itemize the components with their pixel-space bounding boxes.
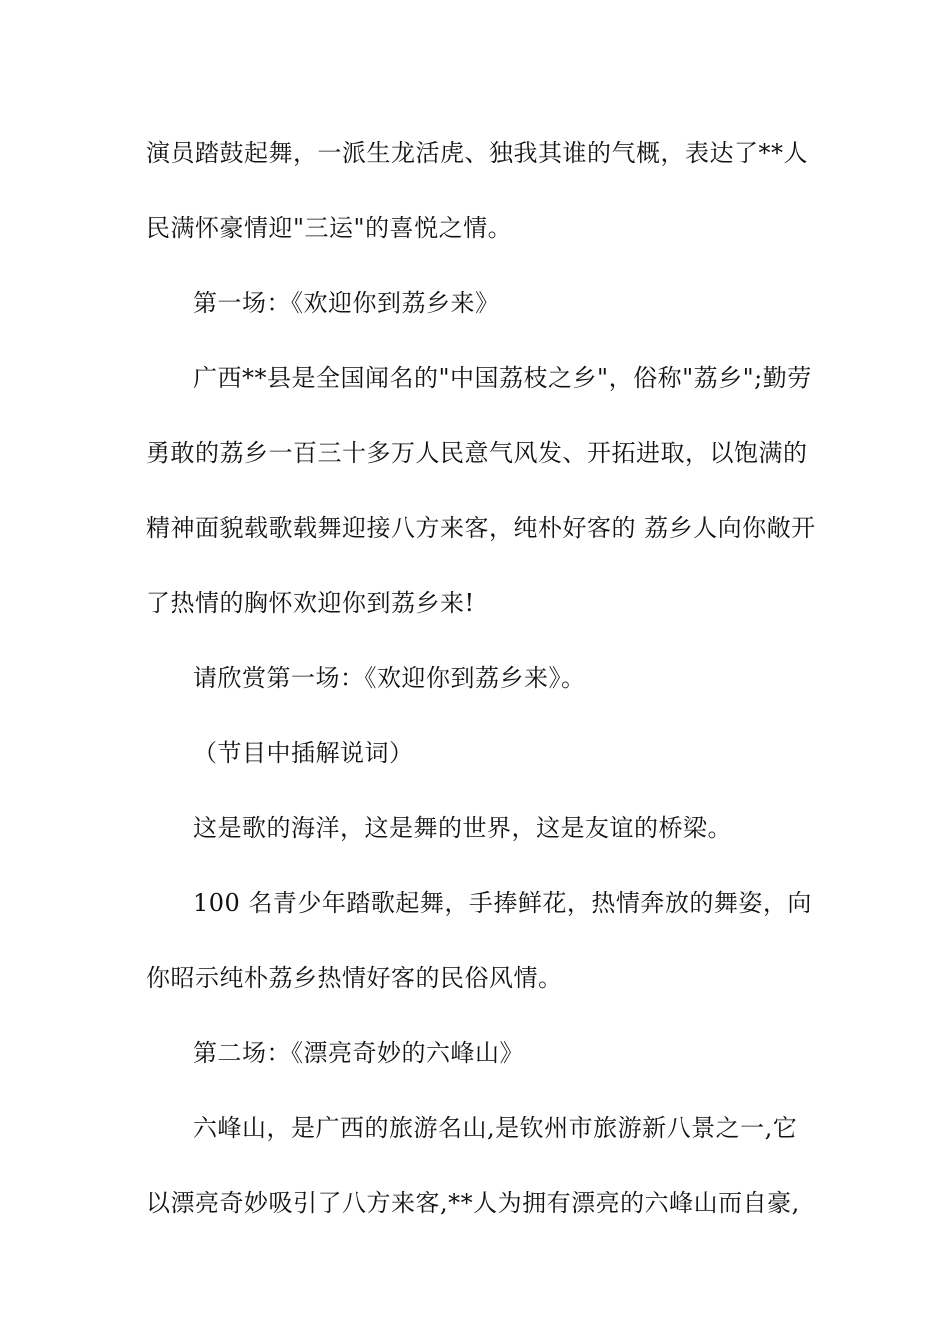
paragraph-line: 以漂亮奇妙吸引了八方来客,**人为拥有漂亮的六峰山而自豪, (146, 1189, 800, 1217)
section-heading: 第二场：《漂亮奇妙的六峰山》 (193, 1039, 524, 1067)
paragraph-line: 勇敢的荔乡一百三十多万人民意气风发、开拓进取，以饱满的 (146, 439, 808, 467)
paragraph-line: 精神面貌载歌载舞迎接八方来客，纯朴好客的 荔乡人向你敞开 (146, 514, 816, 542)
paragraph-line: 六峰山，是广西的旅游名山,是钦州市旅游新八景之一,它 (193, 1114, 798, 1142)
paragraph-line: 100 名青少年踏歌起舞，手捧鲜花，热情奔放的舞姿，向 (193, 889, 812, 917)
stage-note: （节目中插解说词） (193, 739, 414, 767)
paragraph-line: 民满怀豪情迎"三运"的喜悦之情。 (146, 214, 513, 242)
paragraph-line: 请欣赏第一场：《欢迎你到荔乡来》。 (193, 664, 586, 692)
paragraph-line: 广西**县是全国闻名的"中国荔枝之乡"，俗称"荔乡";勤劳 (193, 364, 812, 392)
paragraph-line: 演员踏鼓起舞，一派生龙活虎、独我其谁的气概，表达了**人 (146, 139, 808, 167)
section-heading: 第一场：《欢迎你到荔乡来》 (193, 289, 500, 317)
paragraph-line: 你昭示纯朴荔乡热情好客的民俗风情。 (146, 964, 563, 992)
paragraph-line: 这是歌的海洋，这是舞的世界，这是友谊的桥梁。 (193, 814, 732, 842)
paragraph-line: 了热情的胸怀欢迎你到荔乡来! (146, 589, 475, 617)
